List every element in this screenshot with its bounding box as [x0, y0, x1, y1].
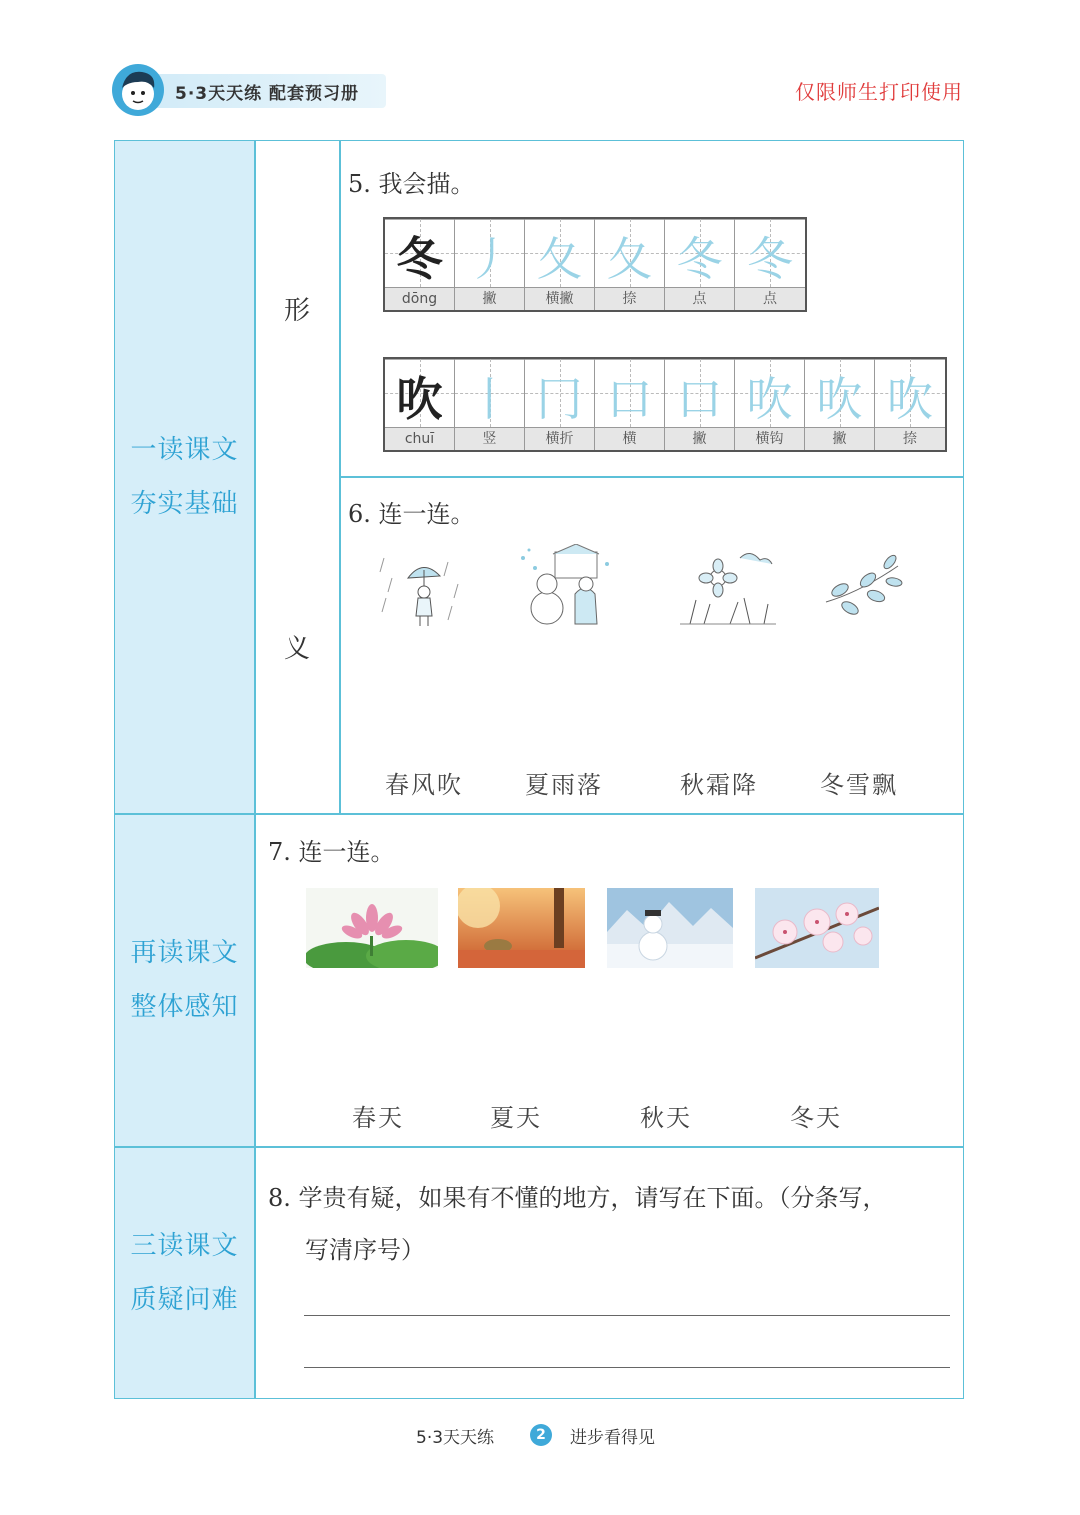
footer-brand: 5·3天天练 — [416, 1428, 495, 1448]
frost-flower-illustration[interactable] — [680, 548, 776, 632]
question-7-title: 7. 连一连。 — [268, 838, 395, 866]
season-word[interactable]: 冬天 — [790, 1104, 842, 1132]
question-8-title-cont: 写清序号） — [305, 1236, 425, 1264]
stroke-cell[interactable]: 口 撇 — [665, 359, 735, 450]
snowman-photo[interactable] — [607, 888, 733, 968]
blossom-photo[interactable] — [755, 888, 879, 968]
lotus-photo[interactable] — [306, 888, 438, 968]
stroke-cell[interactable]: 丨 竖 — [455, 359, 525, 450]
row-divider — [339, 476, 963, 478]
stroke-cell[interactable]: 吹 横钩 — [735, 359, 805, 450]
print-notice: 仅限师生打印使用 — [795, 80, 963, 104]
stroke-cell[interactable]: 吹 捺 — [875, 359, 945, 450]
rain-illustration[interactable] — [378, 548, 468, 636]
autumn-photo[interactable] — [458, 888, 585, 968]
stroke-grid-chui — [383, 357, 947, 452]
stroke-grid-dong — [383, 217, 807, 312]
match-word[interactable]: 夏雨落 — [525, 771, 603, 799]
section-2-label: 再读课文 整体感知 — [130, 938, 239, 1022]
stroke-cell: 吹 chuī — [385, 359, 455, 450]
season-word[interactable]: 夏天 — [490, 1104, 542, 1132]
stroke-cell[interactable]: 夂 捺 — [595, 219, 665, 310]
stroke-cell[interactable]: 冂 横折 — [525, 359, 595, 450]
season-word[interactable]: 秋天 — [640, 1104, 692, 1132]
question-8-title: 8. 学贵有疑，如果有不懂的地方，请写在下面。（分条写， — [268, 1184, 887, 1212]
stroke-cell[interactable]: 冬 点 — [735, 219, 805, 310]
stroke-cell[interactable]: 丿 撇 — [455, 219, 525, 310]
snowman-illustration[interactable] — [515, 544, 615, 636]
match-word[interactable]: 冬雪飘 — [820, 771, 898, 799]
stroke-cell: 冬 dōng — [385, 219, 455, 310]
question-6-title: 6. 连一连。 — [348, 500, 475, 528]
stroke-cell[interactable]: 口 横 — [595, 359, 665, 450]
spring-branch-illustration[interactable] — [820, 552, 904, 632]
stroke-cell[interactable]: 吹 撇 — [805, 359, 875, 450]
answer-line[interactable] — [304, 1367, 950, 1368]
match-word[interactable]: 秋霜降 — [680, 771, 758, 799]
stroke-cell[interactable]: 夂 横撇 — [525, 219, 595, 310]
stroke-cell[interactable]: 冬 点 — [665, 219, 735, 310]
header-title: 5·3天天练 配套预习册 — [175, 84, 360, 104]
meaning-label: 义 — [283, 634, 310, 664]
section-3-label: 三读课文 质疑问难 — [130, 1231, 239, 1315]
question-5-title: 5. 我会描。 — [348, 170, 475, 198]
footer-slogan: 进步看得见 — [570, 1428, 655, 1448]
page-number-badge: 2 — [530, 1424, 552, 1446]
shape-label: 形 — [283, 296, 310, 326]
mascot-avatar-icon — [112, 64, 164, 116]
answer-line[interactable] — [304, 1315, 950, 1316]
section-divider — [115, 1146, 963, 1148]
section-divider — [115, 813, 963, 815]
section-1-label: 一读课文 夯实基础 — [130, 435, 239, 519]
match-word[interactable]: 春风吹 — [385, 771, 463, 799]
season-word[interactable]: 春天 — [352, 1104, 404, 1132]
column-divider — [254, 141, 256, 1398]
